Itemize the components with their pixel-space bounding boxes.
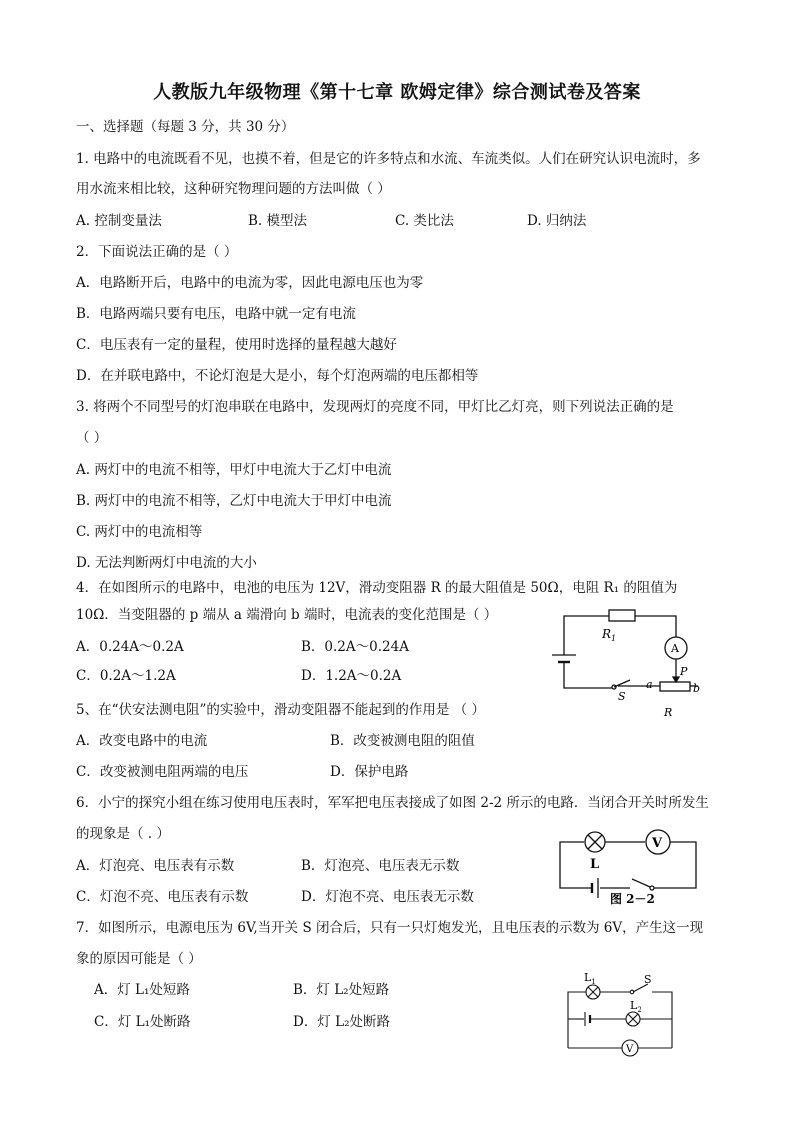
q4-label-b: b	[693, 682, 701, 695]
section-heading: 一、选择题（每题 3 分，共 30 分）	[76, 119, 295, 135]
q7-label-voltmeter: V	[626, 1044, 634, 1055]
q6-option-b: B．灯泡亮、电压表无示数	[301, 858, 460, 874]
q6-stem-line2: 的现象是（ . ）	[76, 826, 170, 842]
q4-stem-line2: 10Ω．当变阻器的 p 端从 a 端滑向 b 端时，电流表的变化范围是（ ）	[76, 607, 498, 623]
q2-option-a: A．电路断开后，电路中的电流为零，因此电源电压也为零	[76, 275, 424, 291]
q6-option-d: D．灯泡不亮、电压表无示数	[301, 889, 474, 905]
q6-option-a: A．灯泡亮、电压表有示数	[76, 858, 235, 874]
q4-option-b: B．0.2A～0.24A	[301, 639, 409, 655]
q7-option-b: B．灯 L₂处短路	[293, 982, 390, 998]
q6-option-c: C．灯泡不亮、电压表有示数	[76, 889, 249, 905]
q4-rheostat	[660, 682, 690, 691]
q2-option-d: D．在并联电路中，不论灯泡是大是小，每个灯泡两端的电压都相等	[76, 368, 479, 384]
q4-resistor-r1	[609, 610, 635, 621]
q2-option-c: C．电压表有一定的量程，使用时选择的量程越大越好	[76, 337, 397, 353]
q6-stem-line1: 6．小宁的探究小组在练习使用电压表时，军军把电压表接成了如图 2-2 所示的电路．当闭合开关时所发生	[76, 795, 709, 811]
q3-option-b: B. 两灯中的电流不相等，乙灯中电流大于甲灯中电流	[76, 493, 392, 509]
q1-option-d: D. 归纳法	[527, 213, 587, 229]
q6-figure-caption: 图 2－2	[610, 892, 655, 906]
svg-text:L2	[630, 999, 642, 1014]
q5-option-a: A．改变电路中的电流	[76, 733, 208, 749]
q4-label-ammeter: A	[671, 642, 679, 655]
q7-label-l2: L	[630, 999, 638, 1012]
q6-label-lamp: L	[590, 857, 600, 872]
q6-label-voltmeter: V	[652, 836, 663, 851]
q5-option-c: C．改变被测电阻两端的电压	[76, 764, 249, 780]
q1-option-c: C. 类比法	[395, 213, 454, 229]
q6-circuit-diagram	[552, 822, 702, 908]
q4-label-r1-sub: 1	[611, 634, 617, 643]
q3-option-d: D. 无法判断两灯中电流的大小	[76, 555, 257, 571]
q1-stem-line2: 用水流来相比较，这种研究物理问题的方法叫做（ ）	[76, 181, 391, 197]
q7-circuit-diagram	[560, 966, 680, 1060]
q3-stem-line1: 3. 将两个不同型号的灯泡串联在电路中，发现两灯的亮度不同，甲灯比乙灯亮，则下列说法正确的是	[76, 399, 674, 415]
q6-switch	[650, 886, 654, 890]
q7-option-a: A．灯 L₁处短路	[94, 982, 190, 998]
q4-label-r1: R	[602, 627, 612, 641]
q4-label-p: P	[680, 665, 688, 678]
q4-option-a: A．0.24A～0.2A	[76, 639, 184, 655]
q4-circuit-diagram	[540, 600, 720, 725]
q7-label-l2-sub: 2	[637, 1006, 642, 1014]
q7-option-c: C．灯 L₁处断路	[94, 1014, 191, 1030]
q5-option-b: B．改变被测电阻的阻值	[330, 733, 475, 749]
q4-option-c: C．0.2A～1.2A	[76, 668, 176, 684]
q7-option-d: D．灯 L₂处断路	[293, 1014, 390, 1030]
q5-option-d: D．保护电路	[330, 764, 409, 780]
q3-option-a: A. 两灯中的电流不相等，甲灯中电流大于乙灯中电流	[76, 462, 392, 478]
q2-option-b: B．电路两端只要有电压，电路中就一定有电流	[76, 306, 356, 322]
page-title: 人教版九年级物理《第十七章 欧姆定律》综合测试卷及答案	[153, 82, 641, 103]
q3-stem-line2: （ ）	[76, 430, 108, 446]
q3-option-c: C. 两灯中的电流相等	[76, 524, 203, 540]
q2-stem: 2．下面说法正确的是（ ）	[76, 244, 238, 260]
q7-stem-line2: 象的原因可能是（ ）	[76, 951, 202, 967]
q7-label-l1-sub: 1	[591, 978, 596, 986]
q4-label-r: R	[664, 706, 673, 719]
q4-option-d: D．1.2A～0.2A	[301, 668, 402, 684]
q1-option-b: B. 模型法	[248, 213, 308, 229]
q4-stem-line1: 4．在如图所示的电路中，电池的电压为 12V，滑动变阻器 R 的最大阻值是 50Ω，电阻 R₁ 的阻值为	[76, 580, 678, 596]
q4-label-a: a	[646, 678, 653, 691]
q5-stem: 5、在“伏安法测电阻”的实验中，滑动变阻器不能起到的作用是 （ ）	[76, 702, 485, 718]
q1-option-a: A. 控制变量法	[76, 213, 162, 229]
svg-text:L1	[584, 971, 596, 986]
q4-label-s: S	[618, 690, 626, 703]
svg-text:R1	[601, 627, 616, 643]
q7-label-s: S	[644, 973, 652, 986]
q7-label-l1: L	[584, 971, 592, 984]
q1-stem-line1: 1. 电路中的电流既看不见，也摸不着，但是它的许多特点和水流、车流类似。人们在研究认识电流时，多	[76, 151, 701, 167]
q7-stem-line1: 7．如图所示，电源电压为 6V,当开关 S 闭合后，只有一只灯炮发光，且电压表的示数为 6V，产生这一现	[76, 920, 704, 936]
